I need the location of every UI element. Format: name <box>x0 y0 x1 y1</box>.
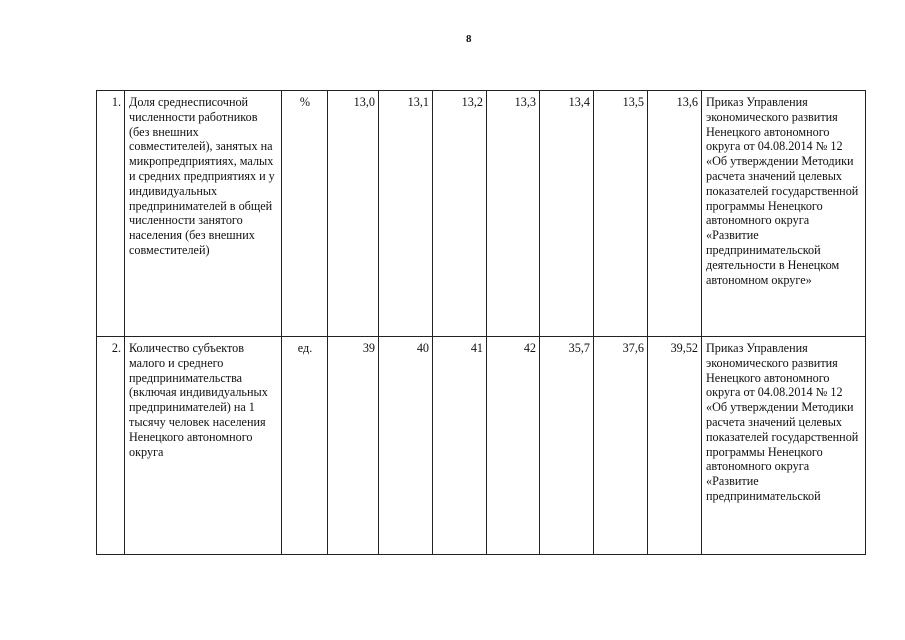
indicator-name: Количество субъектов малого и среднего предпринимательства (включая индивидуальных предпринимателей) на 1 тысячу человек населения Ненецкого автономного округа <box>125 337 282 555</box>
unit-cell: % <box>282 91 328 337</box>
value-cell: 13,4 <box>540 91 594 337</box>
table-row <box>97 337 866 555</box>
value-cell: 39 <box>328 337 379 555</box>
unit-cell: ед. <box>282 337 328 555</box>
value-cell: 13,5 <box>594 91 648 337</box>
table-row <box>97 91 866 337</box>
page-number: 8 <box>466 33 472 45</box>
value-cell: 13,1 <box>379 91 433 337</box>
indicator-name: Доля среднесписочной численности работников (без внешних совместителей), занятых на микропредприятиях, малых и средних предприятиях и у индивидуальных предпринимателей в общей численности занятого населения (без внешних совместителей) <box>125 91 282 337</box>
value-cell: 37,6 <box>594 337 648 555</box>
value-cell: 13,0 <box>328 91 379 337</box>
row-number: 2. <box>97 337 125 555</box>
value-cell: 40 <box>379 337 433 555</box>
value-cell: 13,3 <box>487 91 540 337</box>
value-cell: 35,7 <box>540 337 594 555</box>
value-cell: 42 <box>487 337 540 555</box>
value-cell: 13,2 <box>433 91 487 337</box>
value-cell: 41 <box>433 337 487 555</box>
indicators-table <box>96 90 866 555</box>
value-cell: 13,6 <box>648 91 702 337</box>
source-document: Приказ Управления экономического развития Ненецкого автономного округа от 04.08.2014 № 12 «Об утверждении Методики расчета значений целевых показателей государственной программы Ненецкого автономного округа «Развитие предпринимательской <box>702 337 866 555</box>
source-document: Приказ Управления экономического развития Ненецкого автономного округа от 04.08.2014 № 12 «Об утверждении Методики расчета значений целевых показателей государственной программы Ненецкого автономного округа «Развитие предпринимательской деятельности в Ненецком автономном округе» <box>702 91 866 337</box>
row-number: 1. <box>97 91 125 337</box>
value-cell: 39,52 <box>648 337 702 555</box>
